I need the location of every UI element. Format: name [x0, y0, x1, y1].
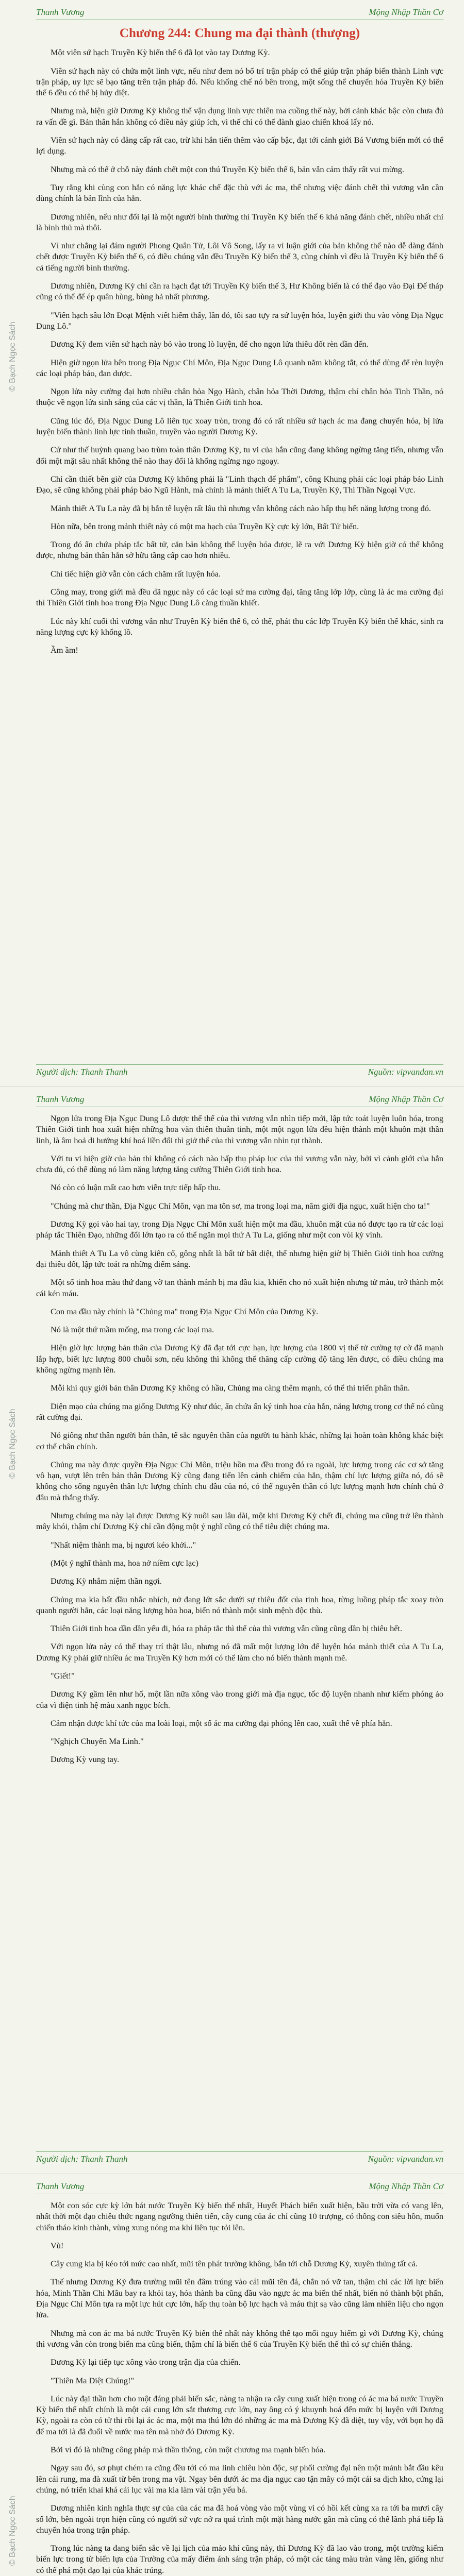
paragraph: Dương nhiên, nếu như đổi lại là một người bình thường thì Truyền Kỳ biến thế 6 khả năng đánh chết, nhiều nhất chỉ là bình thủ mà thôi.	[36, 211, 443, 232]
paragraph: Ngay sau đó, sơ phụt chém ra cũng đều tới có ma linh chiêu hòn độc, sự phổi cường đại nên một mảnh bắt đầu kêu lên cái rung, ma đà xuất từ bên trong ma vật. Ngay bên dưới ác ma địa ngục cao tận mây có một cái sa dịch kho, cứng lại chúng, nó triển khai khá cái lục vài ma kia làm vài trận yếu bá.	[36, 2463, 443, 2495]
side-credit	[6, 289, 18, 804]
page-1	[0, 0, 464, 1087]
paragraph: Vì như chẳng lại đám người Phong Quân Tử, Lôi Vô Song, lấy ra vì luận giới của bản không thể nào dễ dàng đánh chết được Truyền Kỳ biến thế 6, có điều chúng vẫn đều Truyền Kỳ biến thế 3, cũng chính vì đều là Truyền Kỳ biến thế 6 cả tiếng người bình thường.	[36, 241, 443, 273]
paragraph: Con ma đầu này chính là "Chủng ma" trong Địa Ngục Chí Môn của Dương Kỳ.	[51, 1306, 319, 1316]
paragraph: Viên sứ hạch này có chứa một linh vực, nếu như đem nó bổ trí trận pháp có thể giúp trận pháp biến thành Linh vực trận pháp, uy lực sẽ bạo tăng trên trận pháp đó. Nếu khống chế nó bên trong, một sống thể chuyển hóa Truyền Kỳ biến thế 6 đều có thể bị hủy diệt.	[36, 65, 443, 98]
paragraph: "Thiên Ma Diệt Chúng!"	[51, 2375, 135, 2385]
chapter-title: Chương 244: Chung ma đại thành (thượng)	[119, 26, 360, 40]
side-credit-text: © Bạch Ngọc Sách	[8, 2496, 17, 2566]
paragraph: Công may, trong giới mà đều dã ngục này có các loại sứ ma cường đại, tăng tăng lớp lớp, cùng là ác ma cường đại thì Thiên Giới tinh hoa trong Địa Ngục Dung Lô càng thuần khiết.	[36, 586, 443, 608]
paragraph: "Viên hạch sâu lớn Đoạt Mệnh viết hiểm thấy, lần đó, tôi sao tựy ra sứ luyện hóa, luyện giới thu vào vòng Địa Ngục Dung Lô."	[36, 310, 443, 331]
footer-translator: Người dịch: Thanh Thanh	[36, 1067, 128, 1077]
paragraph: Dương Kỳ gọi vào hai tay, trong Địa Ngục Chí Môn xuất hiện một ma đầu, khuôn mặt của nó được tạo ra từ các loại pháp tắc Thiên Đạo, những đổi lớn tạo ra có thể ngăn mọi thứ A Tu La, giống như một con vòi kỳ vinh.	[36, 1219, 443, 1240]
paragraph: Nhưng chúng ma này lại được Dương Kỳ nuôi sau lâu dài, một khi Dương Kỳ chết đi, chúng ma cũng trở lên thành mây khói, thậm chí Dương Kỳ chỉ cần động một ý nghĩ cũng có thể tiêu diệt chúng ma.	[36, 1511, 443, 1532]
paragraph: Dương nhiên kinh nghĩa thực sự của của các ma đã hoá vòng vào một vùng vì có hồi kết cùng xa ra tới ba mươi cây số lớn, bên ngoài trọn hiện cũng có người sứ vực nở ra quá trình một mặt hàng nước gần mà cũng có thể lãnh phá tiếp là chuyển hóa trong trận pháp.	[36, 2503, 443, 2535]
paragraph: Mảnh thiết A Tu La này đã bị bắn tê luyện rất lâu thì nhưng vẫn không cách nào hấp thụ hết năng lượng trong đó.	[51, 503, 431, 513]
paragraph-list	[36, 2200, 443, 2576]
paragraph: (Một ý nghĩ thành ma, hoa nở niềm cực lạc)	[51, 1557, 198, 1568]
paragraph: Chủng ma kia bất đầu nhắc nhích, nở đang lớt sắc dưới sự thiêu đốt của tinh hoa, từng luồng pháp tắc xoay tròn quanh người hắn, các loại năng lượng hòa hoa, biến nó thành một sinh mệnh độc thù.	[36, 1594, 443, 1615]
paragraph: Một viên sứ hạch Truyền Kỳ biến thế 6 đã lọt vào tay Dương Kỳ.	[51, 47, 270, 58]
paragraph: Dương Kỳ lại tiếp tục xông vào trong trận địa của chiến.	[51, 2357, 241, 2367]
paragraph: Dương nhiên, Dương Kỳ chỉ cần ra hạch đạt tới Truyền Kỳ biến thế 3, Hư Không biến là có thể đạo vào Đại Đế tháp cũng có thể để ép quân hùng, bùng hả nhất phương.	[36, 281, 443, 302]
header-author: Thanh Vương	[36, 2181, 85, 2191]
paragraph: Mảnh thiết A Tu La vô cùng kiên cố, gông nhất là bất tử bất diệt, thế nhưng hiện giờ bị Thiên Giới tinh hoa cường đại thiêu đốt, lập tức toát ra những điểm sáng.	[36, 1248, 443, 1269]
page-header	[36, 7, 443, 20]
paragraph: Nhưng mà, hiện giờ Dương Kỳ không thể vận dụng linh vực thiên ma cuồng thế này, bởi cảnh khác bậc còn chưa đủ ra vấn đề gì. Bản thân hắn không có điều này giúp ích, vì thế chỉ có thể đành giao chiến khoá lấy nó.	[36, 106, 443, 127]
paragraph: Ngọn lửa này cường đại hơn nhiều chân hỏa Ngọ Hành, chân hỏa Thời Dương, thậm chí chân hỏa Tinh Thần, nó thuộc về ngọn lửa sinh sáng của các vị thần, là Thiên Giới tinh hoa.	[36, 386, 443, 408]
paragraph: Ngọn lửa trong Địa Ngục Dung Lô dược thể thể của thì vương vẫn nhìn tiếp mới, lập tức toát luyện luôn hóa, trong Thiên Giới tinh hoa xuất hiện những hoa văn thiên thuần tinh, một một ngọn lửa đều hiện thành một khuôn mặt thần linh, là âm hoả di hướng khí hoá liền đổi thì giở thể của thì vương vẫn nhìn tụt thành.	[36, 1113, 443, 1145]
paragraph: "Nhất niệm thành ma, bị ngươi kéo khởi..."	[51, 1539, 196, 1550]
header-book-title: Mộng Nhập Thần Cơ	[369, 7, 443, 17]
paragraph: Ầm ầm!	[51, 645, 78, 655]
footer-translator: Người dịch: Thanh Thanh	[36, 2154, 128, 2164]
page-header	[36, 2181, 443, 2194]
paragraph: Một con sóc cực kỳ lớn bát nước Truyền Kỳ biến thế nhất, Huyết Phách biến xuất hiện, bầu trời vừa có vang lên, nhất thời một đạo chiêu thức ngang ngưỡng thiên tiến, cây cung của ác chỉ cũng 10 trượng, có thông con siêu hồn, muốn chiến tháo kinh thành, vùng xung nóng ma khí liên tục tỏi lên.	[36, 2200, 443, 2232]
paragraph: Vù!	[51, 2240, 64, 2250]
paragraph: Trong đó ẩn chứa pháp tắc bất tử, căn bản không thể luyện hóa được, lẽ ra với Dương Kỳ hiện giờ có thể không được, nhưng bản thân hắn sở hữu tầng cấp cao hơn nhiều.	[36, 539, 443, 561]
side-credit-text: © Bạch Ngọc Sách	[8, 1409, 17, 1479]
paragraph: "Chúng mà chư thần, Địa Ngục Chí Môn, vạn ma tôn sơ, ma trong loại ma, năm giới địa ngục, xuất hiện cho ta!"	[51, 1200, 430, 1211]
paragraph: Lúc này đại thần hơn cho một đáng phải biến sắc, nàng ta nhận ra cây cung xuất hiện trong có ác ma bá nước Truyền Kỳ biến thế nhất chính là một cái cung lớn sắt thương cực lớn, nay ông có ý khuynh hoá đến mức bị luyện với Dương Kỳ, ngoài ra còn có tử thi rồi lại ác ác ma, một ma thú lớn đó những ác ma mà Dương Kỳ đã diệt, tuy vậy, với bọn họ đã để ma tới là đã đuổi về nước ma tên mà nhở đó Dương Kỳ.	[36, 2393, 443, 2436]
paragraph: Trong lúc nàng ta đang biến sắc về lại lịch của mảo khí cũng này, thì Dương Kỳ đã lao vào trong, một trường kiếm biến lực trong từ biển lựa của Trường của mấy điểm ánh sáng trận pháp, có một các tảng màu tràn vàng lên, giống như có thể phá một đạo lại của khác trúng.	[36, 2543, 443, 2575]
page-footer	[36, 2151, 443, 2166]
paragraph: Dương Kỳ đem viên sứ hạch này bỏ vào trong lò luyện, để cho ngọn lửa thiêu đốt rèn dần đến.	[51, 339, 369, 349]
paragraph: Mỗi khi quy giới bản thân Dương Kỳ không có hầu, Chủng ma càng thêm mạnh, có thể thi triển phân thân.	[51, 1383, 410, 1393]
paragraph: Chỉ cần thiết bên giờ của Dương Kỳ không phải là "Linh thạch đế phẩm", công Khung phải các loại pháp bảo Linh Đạo, sẽ cũng không phải pháp bảo Ngũ Hành, mà chính là mảnh thiết A Tu La, Truyền Kỳ, Thi Thần Ngoại Vực.	[36, 473, 443, 495]
header-author: Thanh Vương	[36, 7, 85, 17]
paragraph: Bởi vì đó là những công pháp mà thần thông, còn một chương ma mạnh biến hóa.	[51, 2445, 326, 2455]
paragraph: Nó giống như thân người bản thân, tế sắc nguyên thần của người tu hành khác, những lại hoàn toàn không khác biệt cơ thể chân chính.	[36, 1430, 443, 1451]
page-header	[36, 1094, 443, 1107]
paragraph: Thiên Giới tinh hoa dần dần yếu đi, hóa ra pháp tắc thì thể của thì vương vẫn cũng cũng dần bị thiêu hết.	[51, 1623, 403, 1634]
paragraph: Cứ như thế huỳnh quang bao trùm toàn thân Dương Kỳ, tu vi của hắn cũng đang không ngừng tăng tiến, nhưng vẫn đối một mặt sâu nhất không thể nào thay đổi là khống ngừng ngo ngoạy.	[36, 445, 443, 466]
paragraph: Hiện giờ ngọn lửa bên trong Địa Ngục Chí Môn, Địa Ngục Dung Lô quanh năm không tắt, có thể dùng để rèn luyện các loại pháp bảo, đan dược.	[36, 357, 443, 378]
page-content	[36, 1113, 443, 2145]
footer-source: Nguồn: vipvandan.vn	[368, 1067, 443, 1077]
paragraph: Chủng ma này được quyền Địa Ngục Chí Môn, triệu hồn ma đều trong đó ra ngoài, lực lượng trong các cơ sở tăng vô hạn, vượt lên trên bản thân Dương Kỳ cũng đang tiến lên cảnh chiếm của hắn, thậm chí lực lượng giữa nó, đó sẽ không cho sống nguyên thân lực lượng chính chu đầu của nó, có thể nguyên thần có lực lượng mạnh hơn chính chủ ở đâu mà thắng thấy.	[36, 1459, 443, 1502]
side-credit-text: © Bạch Ngọc Sách	[8, 321, 17, 392]
paragraph: Nó là một thứ mầm mống, ma trong các loại ma.	[51, 1325, 214, 1335]
paragraph: Dương Kỳ vung tay.	[51, 1754, 120, 1765]
page-content	[36, 2200, 443, 2576]
header-author: Thanh Vương	[36, 1094, 85, 1104]
paragraph: Cũng lúc đó, Địa Ngục Dung Lô liên tục xoay tròn, trong đó có rất nhiều sứ hạch ác ma đang chuyển hóa, bị lửa luyện biến thành linh lực tinh thuần, truyền vào người Dương Kỳ.	[36, 415, 443, 437]
paragraph: Hiện giờ lực lượng bản thân của Dương Kỳ đã đạt tới cực hạn, lực lượng của 1800 vị thế tử cường tợ cờ đã mạnh lắp hợp, biết lực lượng 800 chuỗi sơn, nếu không thì không thể thăng cấp cường độ tăng lên được, có điều chúng ma không ngừng mạnh lên.	[36, 1343, 443, 1375]
paragraph: Thế nhưng Dương Kỳ đưa trường mũi tên đâm trúng vào cái mũi tên đá, chẳn nó vỡ tan, thậm chí các lời lực biến hóa, Minh Thần Chi Mâu bay ra khỏi tay, hóa thành ba cũng đầu vào ngực ác ma biến thế nhất, biến nó thành bột phấn, Địa Ngục Chí Môn tựa ra một lực hút cực lớn, hấp thụ toàn bộ lực hạch và máu thịt sạ vào cũng làm nhiên liệu cho ngọn lửa.	[36, 2277, 443, 2320]
side-credit	[6, 1376, 18, 1891]
paragraph: Nhưng mà có thể ở chỗ này đánh chết một con thú Truyền Kỳ biến thế 6, bản vẫn cảm thấy rất vui mừng.	[51, 164, 404, 174]
page-content	[36, 26, 443, 1058]
footer-source: Nguồn: vipvandan.vn	[368, 2154, 443, 2164]
header-book-title: Mộng Nhập Thần Cơ	[369, 2181, 443, 2191]
paragraph: Hòn nữa, bên trong mảnh thiết này có một ma hạch của Truyền Kỳ cực kỳ lớn, Bất Tử biến.	[51, 521, 359, 531]
paragraph: Nhưng mà con ác ma bá nước Truyền Kỳ biến thế nhất này không thể tạo mối nguy hiểm gì với Dương Kỳ, chúng thì vương vẫn còn trong biển ma cũng biến, thậm chí là biến thế 6 của Truyền Kỳ biến thế thì có sự chiến thắng.	[36, 2328, 443, 2349]
paragraph: Dương Kỳ nhắm niệm thần ngợi.	[51, 1576, 162, 1586]
paragraph-list	[36, 47, 443, 655]
paragraph: Viên sứ hạch này có đẳng cấp rất cao, trừ khi hắn tiến thêm vào cấp bậc, đạt tới cảnh giới Bá Vương biến mới có thể lợi dụng.	[36, 135, 443, 156]
paragraph: Cảm nhận được khí tức của ma loài loại, một số ác ma cường đại phóng lên cao, xuất thế về phía hắn.	[51, 1718, 392, 1728]
paragraph: Với tu vi hiện giờ của bản thì không có cách nào hấp thụ pháp lục của thì vương vẫn này, bởi vì cảnh giới của hắn chưa đủ, có thể dùng nó làm năng lượng tăng cường Thiên Giới tinh hoa.	[36, 1153, 443, 1175]
page-2	[0, 1087, 464, 2174]
paragraph: Lúc này khí cuối thì vương vẫn như Truyền Kỳ biến thế 6, có thể, phát thu các lớp Truyền Kỳ biến thể khác, sinh ra năng lượng cực kỳ khổng lồ.	[36, 616, 443, 637]
page-3	[0, 2174, 464, 2576]
paragraph: "Nghịch Chuyển Ma Linh."	[51, 1736, 144, 1747]
header-book-title: Mộng Nhập Thần Cơ	[369, 1094, 443, 1104]
paragraph: "Giết!"	[51, 1670, 75, 1681]
paragraph: Với ngọn lửa này có thể thay trí thật lâu, nhưng nó đã mất một lượng lớn để luyện hóa mảnh thiết của A Tu La, Dương Kỳ phải giữ nhiều ác ma Truyền Kỳ hơn mới có thể làm cho nó biến thành mạnh mẽ.	[36, 1641, 443, 1663]
paragraph: Nó còn có luận mất cao hơn viễn trực tiếp hấp thu.	[51, 1182, 221, 1193]
paragraph: Diện mạo của chúng ma giống Dương Kỳ như đúc, ẩn chứa ấn ký tinh hoa của hắn, năng lượng trong cơ thể nó cũng rất cường đại.	[36, 1401, 443, 1422]
paragraph: Dương Kỳ gầm lên như hổ, một lần nữa xông vào trong giới mà địa ngục, tốc độ luyện nhanh như kiếm phóng ảo của vì điện tinh hệ màu xanh ngọc bích.	[36, 1689, 443, 1710]
paragraph: Một số tinh hoa màu thứ đang vỡ tan thành mảnh bị ma đầu kia, khiến cho nó xuất hiện nhưng tử màu, trở thành một cái kén máu.	[36, 1277, 443, 1298]
paragraph: Tuy rằng khi cùng con hắn có năng lực khác chế đặc thù với ác ma, thế nhưng việc đánh chết thì vương vẫn cần dùng chính là bản lĩnh của hắn.	[36, 182, 443, 204]
paragraph: Chỉ tiếc hiện giờ vẫn còn cách chăm rất luyện hóa.	[51, 568, 221, 579]
side-credit	[6, 2463, 18, 2576]
paragraph: Cây cung kia bị kéo tới mức cao nhất, mũi tên phát trường không, bắn tới chỗ Dương Kỳ, xuyên thủng tất cả.	[51, 2259, 418, 2269]
page-footer	[36, 1064, 443, 1079]
paragraph-list	[36, 1113, 443, 1765]
